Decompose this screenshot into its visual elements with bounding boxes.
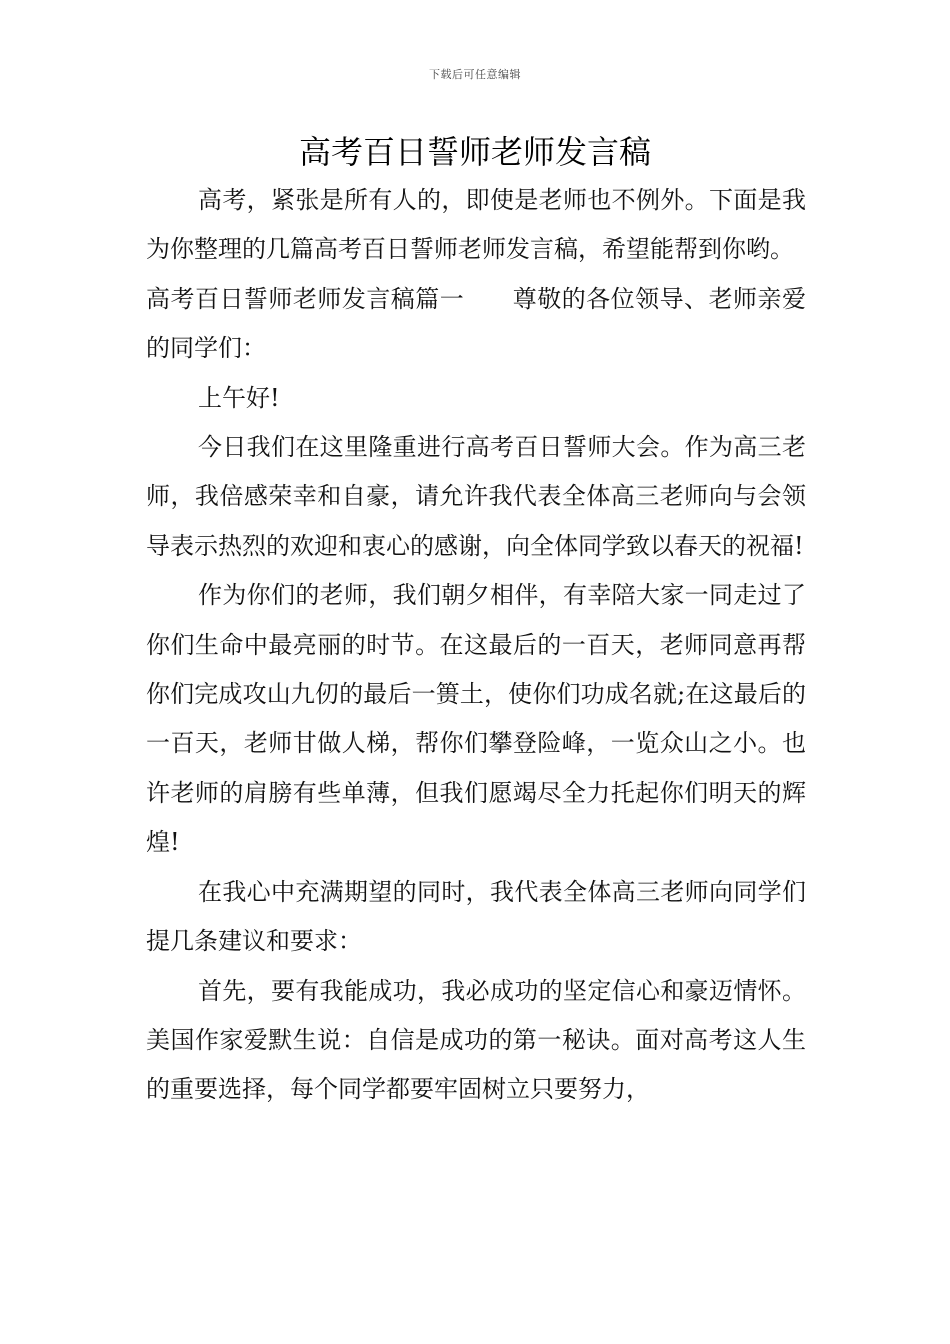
paragraph-suggestions-intro: 在我心中充满期望的同时，我代表全体高三老师向同学们提几条建议和要求： xyxy=(146,877,806,956)
paragraph-companion: 作为你们的老师，我们朝夕相伴，有幸陪大家一同走过了你们生命中最亮丽的时节。在这最后的一百天，老师同意再帮你们完成攻山九仞的最后一篑土，使你们功成名就;在这最后的一百天，老师甘做人梯，帮你们攀登险峰，一览众山之小。也许老师的肩膀有些单薄，但我们愿竭尽全力托起你们明天的辉煌! xyxy=(146,581,806,857)
paragraph-section-heading xyxy=(146,275,806,374)
document-body xyxy=(146,176,806,1115)
section-heading: 高考百日誓师老师发言稿篇一 xyxy=(146,284,465,313)
salutation: 尊敬的各位领导、老师亲爱的同学们： xyxy=(146,284,807,363)
header-note: 下载后可任意编辑 xyxy=(429,68,521,81)
paragraph-greeting: 上午好! xyxy=(198,383,280,412)
paragraph-intro: 高考，紧张是所有人的，即使是老师也不例外。下面是我为你整理的几篇高考百日誓师老师发言稿，希望能帮到你哟。 xyxy=(146,186,806,264)
paragraph-first-suggestion: 首先，要有我能成功，我必成功的坚定信心和豪迈情怀。美国作家爱默生说：自信是成功的第一秘诀。面对高考这人生的重要选择，每个同学都要牢固树立只要努力， xyxy=(146,976,806,1104)
paragraph-opening: 今日我们在这里隆重进行高考百日誓师大会。作为高三老师，我倍感荣幸和自豪，请允许我代表全体高三老师向与会领导表示热烈的欢迎和衷心的感谢，向全体同学致以春天的祝福! xyxy=(146,433,806,560)
document-title: 高考百日誓师老师发言稿 xyxy=(298,133,651,171)
